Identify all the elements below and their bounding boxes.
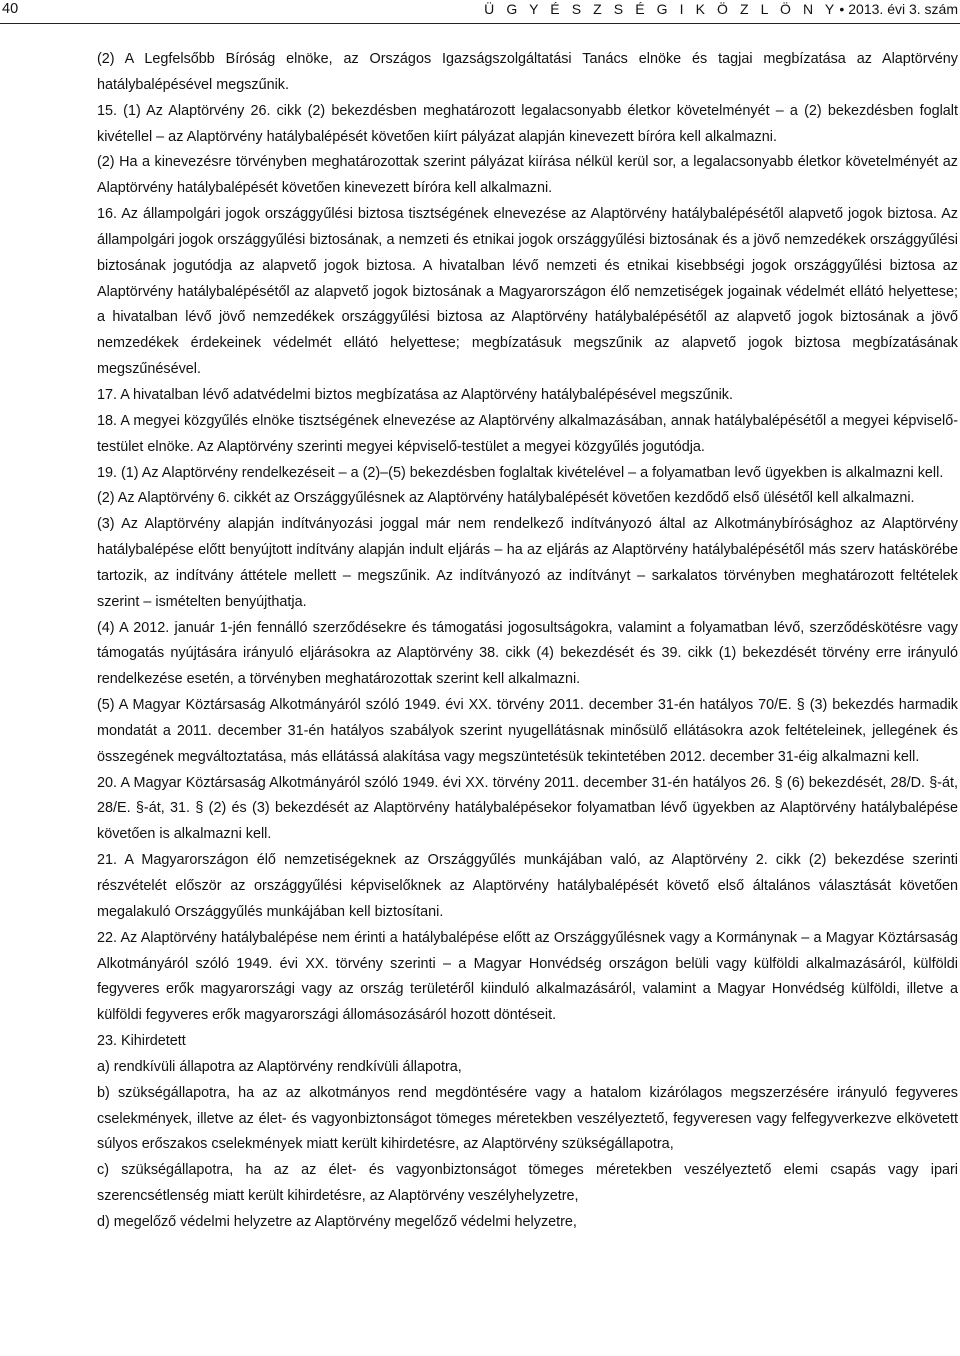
paragraph: 23. Kihirdetett (97, 1033, 186, 1050)
issue-number: 2013. évi 3. szám (848, 1, 958, 17)
list-item: c) szükségállapotra, ha az az élet- és vagyonbiztonságot tömeges méretekben veszélyeztető elemi csapás vagy ipari szerencsétlenség miatt került kihirdetésre, az Alaptörvény veszélyhelyzetre, (97, 1162, 958, 1205)
list-item: d) megelőző védelmi helyzetre az Alaptörvény megelőző védelmi helyzetre, (97, 1213, 577, 1230)
journal-title: Ü G Y É S Z S É G I K Ö Z L Ö N Y (484, 1, 839, 17)
paragraph: (5) A Magyar Köztársaság Alkotmányáról szóló 1949. évi XX. törvény 2011. december 31-én hatályos 70/E. § (3) bekezdés harmadik mondatát a 2011. december 31-én hatályos szabályok szerint nyugellátásnak minősülő ellátásokra azok feltételeinek, jellegének és összegének megváltoztatása, más ellátássá alakítása vagy megszüntetésük tekintetében 2012. december 31-éig alkalmazni kell. (97, 697, 958, 765)
paragraph: 18. A megyei közgyűlés elnöke tisztségének elnevezése az Alaptörvény alkalmazásában, annak hatálybalépésétől a megyei képviselő-testület elnöke. Az Alaptörvény szerinti megyei képviselő-testület a megyei közgyűlés jogutódja. (97, 412, 958, 455)
paragraph: (4) A 2012. január 1-jén fennálló szerződésekre és támogatási jogosultságokra, valamint a folyamatban lévő, szerződéskötésre vagy támogatás nyújtására irányuló eljárásokra az Alaptörvény 38. cikk (4) bekezdését és 39. cikk (1) bekezdését törvény erre irányuló rendelkezése esetén, a törvényben meghatározottak szerint kell alkalmazni. (97, 619, 958, 688)
document-body (97, 47, 958, 1236)
paragraph: 21. A Magyarországon élő nemzetiségeknek az Országgyűlés munkájában való, az Alaptörvény 2. cikk (2) bekezdése szerinti részvételét először az országgyűlési képviselőknek az Alaptörvény hatálybalépését követő első általános választását követően megalakuló Országgyűlés munkájában kell biztosítani. (97, 852, 958, 920)
paragraph: 16. Az állampolgári jogok országgyűlési biztosa tisztségének elnevezése az Alaptörvény hatálybalépésétől alapvető jogok biztosa. Az állampolgári jogok országgyűlési biztosának, a nemzeti és etnikai jogok országgyűlési biztosának és a jövő nemzedékek országgyűlési biztosának jogutódja az alapvető jogok biztosa. A hivatalban lévő nemzeti és etnikai kisebbségi jogok országgyűlési biztosa az Alaptörvény hatálybalépésétől az alapvető jogok biztosának a Magyarországon élő nemzetiségek jogainak védelmét ellátó helyettese; a hivatalban lévő jövő nemzedékek országgyűlési biztosa az Alaptörvény hatálybalépésétől az alapvető jogok biztosának a jövő nemzedékek érdekeinek védelmét ellátó helyettese; megbízatásuk megszűnik az alapvető jogok biztosa megbízatásának megszűnésével. (97, 206, 958, 378)
paragraph: 20. A Magyar Köztársaság Alkotmányáról szóló 1949. évi XX. törvény 2011. december 31-én hatályos 26. § (6) bekezdését, 28/D. §-át, 28/E. §-át, 31. § (2) és (3) bekezdését az Alaptörvény hatálybalépésekor folyamatban lévő ügyekben az Alaptörvény hatálybalépése követően is alkalmazni kell. (97, 774, 958, 843)
paragraph: 22. Az Alaptörvény hatálybalépése nem érinti a hatálybalépése előtt az Országgyűlésnek vagy a Kormánynak – a Magyar Köztársaság Alkotmányáról szóló 1949. évi XX. törvény szerinti – a Magyar Honvédség országon belüli vagy külföldi alkalmazásáról, külföldi fegyveres erők magyarországi vagy az ország területéről kiinduló alkalmazásáról, valamint a Magyar Honvédség külföldi, illetve a külföldi fegyveres erők magyarországi állomásozásáról hozott döntéseit. (97, 929, 958, 1024)
header-rule (0, 23, 960, 24)
paragraph: 15. (1) Az Alaptörvény 26. cikk (2) bekezdésben meghatározott legalacsonyabb életkor követelményét – a (2) bekezdésben foglalt kivétellel – az Alaptörvény hatálybalépését követően kiírt pályázat alapján kinevezett bíróra kell alkalmazni. (97, 102, 958, 145)
journal-info (484, 0, 958, 18)
list-item: b) szükségállapotra, ha az az alkotmányos rend megdöntésére vagy a hatalom kizárólagos megszerzésére irányuló fegyveres cselekmények, illetve az élet- és vagyonbiztonságot tömeges méretekben veszélyeztető, fegyveresen vagy felfegyverkezve elkövetett súlyos erőszakos cselekmények miatt került kihirdetésre, az Alaptörvény szükségállapotra, (97, 1084, 958, 1153)
paragraph: (3) Az Alaptörvény alapján indítványozási joggal már nem rendelkező indítványozó által az Alkotmánybírósághoz az Alaptörvény hatálybalépése előtt benyújtott indítvány alapján indult eljárás – ha az eljárás az Alaptörvény hatálybalépésétől más szerv hatáskörébe tartozik, az indítvány áttétele mellett – megszűnik. Az indítványozó az indítványt – sarkalatos törvényben meghatározott feltételek szerint – ismételten benyújthatja. (97, 516, 958, 610)
bullet-separator: • (839, 1, 845, 17)
list-item: a) rendkívüli állapotra az Alaptörvény rendkívüli állapotra, (97, 1058, 462, 1075)
page-number: 40 (2, 1, 19, 17)
page-header (0, 0, 960, 26)
paragraph: 17. A hivatalban lévő adatvédelmi biztos megbízatása az Alaptörvény hatálybalépésével megszűnik. (97, 386, 733, 403)
paragraph: (2) A Legfelsőbb Bíróság elnöke, az Országos Igazságszolgáltatási Tanács elnöke és tagjai megbízatása az Alaptörvény hatálybalépésével megszűnik. (97, 51, 958, 93)
paragraph: (2) Ha a kinevezésre törvényben meghatározottak szerint pályázat kiírása nélkül kerül sor, a legalacsonyabb életkor követelményét az Alaptörvény hatálybalépését követően kinevezett bíróra kell alkalmazni. (97, 154, 958, 197)
paragraph: (2) Az Alaptörvény 6. cikkét az Országgyűlésnek az Alaptörvény hatálybalépését követően kezdődő első ülésétől kell alkalmazni. (97, 490, 915, 507)
paragraph: 19. (1) Az Alaptörvény rendelkezéseit – a (2)–(5) bekezdésben foglaltak kivételével – a folyamatban levő ügyekben is alkalmazni kell. (97, 464, 944, 481)
